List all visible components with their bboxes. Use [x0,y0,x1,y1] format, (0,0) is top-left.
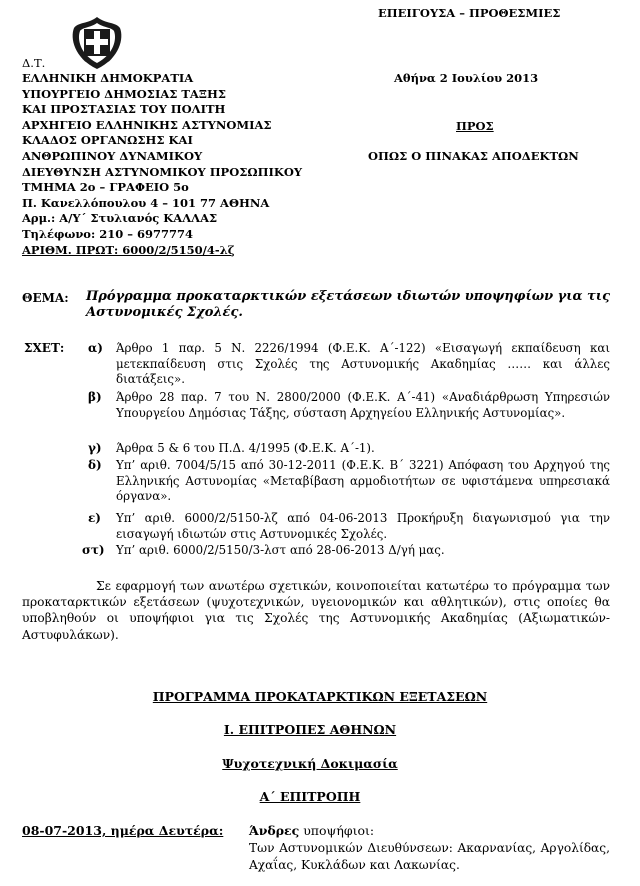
sender-line: Αρμ.: Α/Υ΄ Στυλιανός ΚΑΛΛΑΣ [22,211,218,226]
to-label: ΠΡΟΣ [456,119,494,133]
ref-text: Άρθρο 28 παρ. 7 του Ν. 2800/2000 (Φ.Ε.Κ. Α΄-41) «Αναδιάρθρωση Υπηρεσιών Υπουργείου Δημόσιας Τάξης, σύσταση Αρχηγείου Ελληνικής Αστυνομίας». [116,390,610,420]
ref-text: Υπ’ αριθ. 6000/2/5150/3-λστ από 28-06-2013 Δ/γή μας. [116,543,445,557]
ref-text: Άρθρο 1 παρ. 5 Ν. 2226/1994 (Φ.Ε.Κ. Α΄-122) «Εισαγωγή εκπαίδευση και μετεκπαίδευση στις Σχολές της Αστυνομικής Ακαδημίας …… και άλλες διατάξεις». [116,341,610,387]
program-heading: ΠΡΟΓΡΑΜΜΑ ΠΡΟΚΑΤΑΡΚΤΙΚΩΝ ΕΞΕΤΑΣΕΩΝ [152,689,488,704]
subject-text: Πρόγραμμα προκαταρκτικών εξετάσεων ιδιωτών υποψηφίων για τις Αστυνομικές Σχολές. [86,289,611,320]
greek-emblem-icon [68,14,126,72]
sender-dt: Δ.Τ. [22,56,46,70]
committees-heading: Ι. ΕΠΙΤΡΟΠΕΣ ΑΘΗΝΩΝ [223,722,397,737]
urgent-label: ΕΠΕΙΓΟΥΣΑ – ΠΡΟΘΕΣΜΙΕΣ [378,6,561,20]
sender-line: ΤΜΗΜΑ 2ο – ΓΡΑΦΕΙΟ 5ο [22,180,189,195]
to-value: ΟΠΩΣ Ο ΠΙΝΑΚΑΣ ΑΠΟΔΕΚΤΩΝ [368,149,579,163]
sender-line: ΕΛΛΗΝΙΚΗ ΔΗΜΟΚΡΑΤΙΑ [22,71,194,85]
ref-key: στ) [82,543,105,557]
ref-key: γ) [88,441,102,455]
schedule-date: 08-07-2013, ημέρα Δευτέρα: [22,823,224,838]
ref-key: α) [88,341,103,355]
sender-line: Π. Κανελλόπουλου 4 – 101 77 ΑΘΗΝΑ [22,195,270,210]
sender-line: ΑΡΧΗΓΕΙΟ ΕΛΛΗΝΙΚΗΣ ΑΣΤΥΝΟΜΙΑΣ [22,117,272,132]
sender-line: Τηλέφωνο: 210 – 6977774 [22,226,194,241]
sender-line: ΚΛΑΔΟΣ ΟΡΓΑΝΩΣΗΣ ΚΑΙ [22,133,193,148]
schedule-who-rest: υποψήφιοι: [299,823,375,838]
subject-label: ΘΕΜΑ: [22,291,69,305]
ref-text: Άρθρα 5 & 6 του Π.Δ. 4/1995 (Φ.Ε.Κ. Α΄-1). [116,441,375,455]
ref-key: ε) [88,511,101,525]
committee-a-heading: Α΄ ΕΠΙΤΡΟΠΗ [259,789,361,804]
test-heading: Ψυχοτεχνική Δοκιμασία [222,756,398,771]
references-label: ΣΧΕΤ: [24,341,65,355]
sender-line: ΥΠΟΥΡΓΕΙΟ ΔΗΜΟΣΙΑΣ ΤΑΞΗΣ [22,86,226,101]
body-paragraph: Σε εφαρμογή των ανωτέρω σχετικών, κοινοποιείται κατωτέρω το πρόγραμμα των προκαταρκτικών εξετάσεων (ψυχοτεχνικών, υγειονομικών και αθλητικών), στις οποίες θα υποβληθούν οι υποψήφιοι για τις Σχολές της Αστυνομικής Ακαδημίας (Αξιωματικών- Αστυφυλάκων). [22,579,610,642]
sender-line: ΚΑΙ ΠΡΟΣΤΑΣΙΑΣ ΤΟΥ ΠΟΛΙΤΗ [22,102,226,117]
sender-block [22,71,352,258]
ref-key: δ) [88,458,102,472]
schedule-who-bold: Άνδρες [249,823,300,838]
sender-line: ΔΙΕΥΘΥΝΣΗ ΑΣΤΥΝΟΜΙΚΟΥ ΠΡΟΣΩΠΙΚΟΥ [22,164,303,179]
ref-key: β) [88,390,102,404]
document-date: Αθήνα 2 Ιουλίου 2013 [394,71,539,85]
ref-text: Υπ’ αριθ. 7004/5/15 από 30-12-2011 (Φ.Ε.Κ. Β΄ 3221) Απόφαση του Αρχηγού της Ελληνικής Αστυνομίας «Μεταβίβαση αρμοδιοτήτων σε υφιστάμενα υπηρεσιακά όργανα». [116,458,610,504]
schedule-who [249,823,374,838]
ref-text: Υπ’ αριθ. 6000/2/5150-λζ από 04-06-2013 Προκήρυξη διαγωνισμού για την εισαγωγή ιδιωτών στις Αστυνομικές Σχολές. [116,511,610,541]
schedule-detail: Των Αστυνομικών Διευθύνσεων: Ακαρνανίας, Αργολίδας, Αχαΐας, Κυκλάδων και Λακωνίας. [249,841,610,872]
protocol-number: ΑΡΙΘΜ. ΠΡΩΤ: 6000/2/5150/4-λζ [22,242,235,257]
sender-line: ΑΝΘΡΩΠΙΝΟΥ ΔΥΝΑΜΙΚΟΥ [22,148,203,163]
